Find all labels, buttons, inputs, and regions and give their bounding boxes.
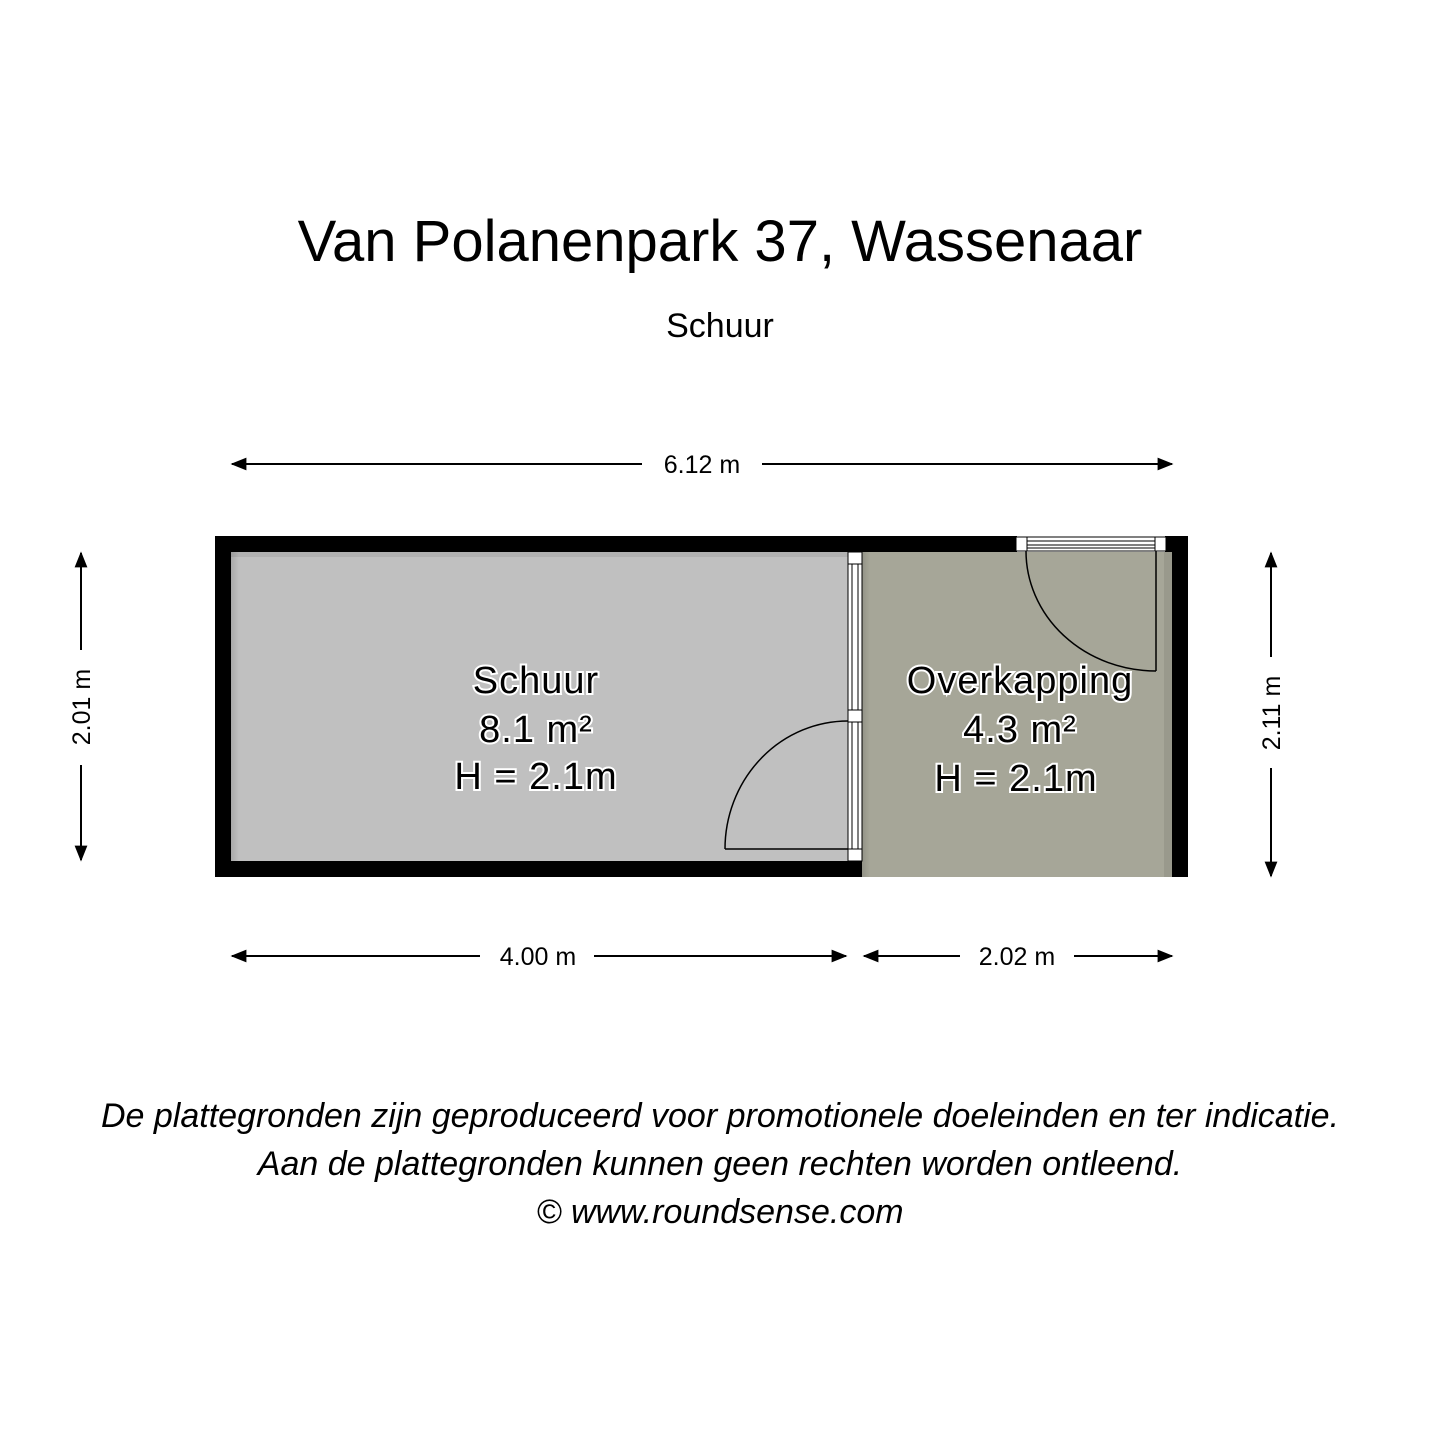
dimension-label-right: 2.11 m (1258, 675, 1286, 751)
room-name: Schuur (472, 660, 600, 702)
overkapping-top-window (1016, 537, 1166, 551)
dimension-right-height (1258, 553, 1286, 876)
dimension-label-top: 6.12 m (663, 451, 741, 479)
dimension-label-left: 2.01 m (68, 668, 96, 746)
room-schuur-floor (231, 552, 848, 861)
room-name: Overkapping (906, 660, 1134, 702)
overkapping-top-wall (862, 536, 1017, 552)
dimension-bottom-right (864, 943, 1172, 971)
room-area: 4.3 m² (963, 709, 1077, 751)
dimension-label-bottom-right: 2.02 m (978, 943, 1056, 971)
dimension-label-bottom-left: 4.00 m (499, 943, 577, 971)
dimension-top-total (232, 451, 1172, 479)
floor-subtitle: Schuur (666, 307, 774, 345)
room-height: H = 2.1m (934, 758, 1098, 800)
dimension-bottom-left (232, 943, 846, 971)
room-area: 8.1 m² (479, 709, 593, 751)
page-title: Van Polanenpark 37, Wassenaar (297, 209, 1143, 274)
disclaimer (0, 1092, 1440, 1236)
dimension-left-height (68, 553, 96, 860)
room-height: H = 2.1m (454, 756, 618, 798)
disclaimer-line-1: De plattegronden zijn geproduceerd voor promotionele doeleinden en ter indicatie. (100, 1097, 1340, 1135)
partition-window (848, 552, 862, 861)
disclaimer-line-2: Aan de plattegronden kunnen geen rechten worden ontleend. (257, 1145, 1183, 1183)
copyright-link: © www.roundsense.com (536, 1193, 904, 1231)
